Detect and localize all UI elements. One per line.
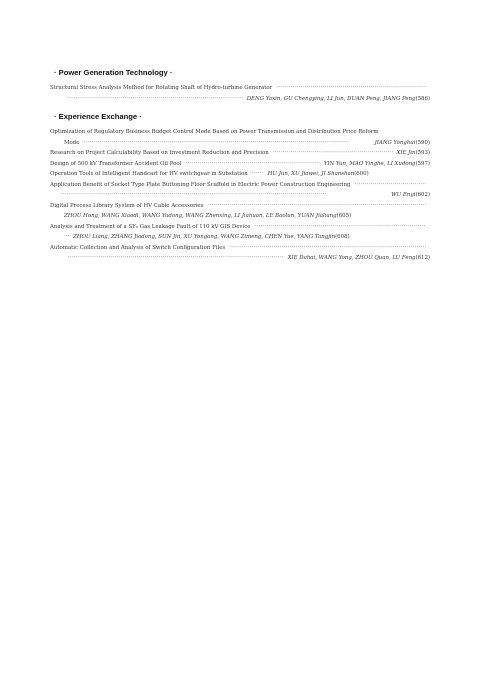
entry-title: Operation Tools of Intelligent Handcart for HV switchgear in Substation	[50, 171, 248, 177]
entry-authors: YIN Yun, MAO Yinghe, LI Xudong	[323, 160, 416, 167]
entry-page: (597)	[415, 160, 430, 167]
entry-title: Structural Stress Analysis Method for Rotating Shaft of Hydro-turbine Generator	[50, 85, 273, 91]
entry-authors: DENG Yaxin, GU Chengying, LI Jun, DUAN Peng, JIANG Peng	[246, 95, 416, 102]
entry-page: (593)	[415, 150, 430, 156]
entry-authors: ZHOU Hong, WANG Xiaodi, WANG Yudong, WANG Zhenxing, LI Jiahuan, LE Baolun, YUAN Jialiang	[64, 213, 337, 219]
leader-dots	[83, 138, 370, 149]
entry-page: (605)	[336, 213, 352, 219]
entry-title: Application Benefit of Socket Type Plate Buttoning Floor Scaffold in Electric Power Construction Engineering	[50, 181, 351, 188]
entry-page: (602)	[415, 192, 430, 198]
toc-entry	[50, 180, 430, 201]
entry-authors: XIE Dahai, WANG Yong, ZHOU Quan, LU Feng	[287, 255, 416, 261]
leader-dots	[273, 148, 393, 159]
leader-dots: ···	[64, 234, 70, 240]
section-heading-power-generation: · Power Generation Technology ·	[54, 68, 173, 77]
leader-dots	[61, 190, 387, 201]
entry-authors: WU Engi	[391, 192, 416, 198]
entry-title: Optimization of Regulatory Business Budget Control Mode Based on Power Transmission and Distribution Price Reform	[50, 129, 379, 135]
toc-entry	[50, 169, 430, 180]
entry-page: (612)	[415, 255, 430, 261]
section-heading-experience-exchange: · Experience Exchange ·	[54, 112, 142, 121]
toc-entry	[50, 243, 430, 264]
toc-entry	[50, 148, 430, 159]
toc-entry	[50, 222, 430, 243]
leader-dots	[229, 243, 426, 254]
entry-page: (600)	[354, 171, 369, 177]
leader-dots	[355, 180, 427, 191]
toc-entry	[50, 83, 430, 104]
entry-title: Analysis and Treatment of a SF₆ Gas Leakage Fault of 110 kV GIS Device	[50, 223, 251, 230]
entry-authors: HU Jun, XU Jiawei, JI Shanshan	[267, 171, 355, 177]
leader-dots	[252, 169, 264, 180]
leader-dots	[68, 253, 284, 264]
table-of-contents	[50, 68, 430, 264]
leader-dots	[68, 94, 243, 105]
toc-entry	[50, 201, 430, 222]
entry-page: (608)	[335, 234, 350, 240]
entry-authors: XIE Jin	[396, 150, 416, 156]
entry-authors: ZHOU Liang, ZHANG Jiadong, SUN Jin, XU Yongang, WANG Zimeng, CHEN Yue, YANG Tangjin	[73, 234, 336, 240]
leader-dots	[254, 222, 426, 233]
entry-title-continued: Mode	[64, 139, 80, 146]
entry-page: (586)	[415, 95, 430, 102]
toc-entry	[50, 127, 430, 148]
entry-title: Automatic Collection and Analysis of Switch Configuration Files	[50, 244, 226, 251]
entry-title: Design of 500 kV Transformer Accident Oil Pool	[50, 160, 182, 167]
leader-dots	[276, 83, 426, 94]
entry-authors: JIANG Yonghui	[374, 139, 416, 146]
entry-title: Digital Process Library System of HV Cable Accessories	[50, 202, 204, 209]
leader-dots	[185, 159, 319, 170]
toc-entry	[50, 159, 430, 170]
entry-page: (590)	[415, 139, 430, 146]
entry-title: Research on Project Calculability Based on Investment Reduction and Precision	[50, 150, 269, 156]
leader-dots	[207, 201, 426, 212]
